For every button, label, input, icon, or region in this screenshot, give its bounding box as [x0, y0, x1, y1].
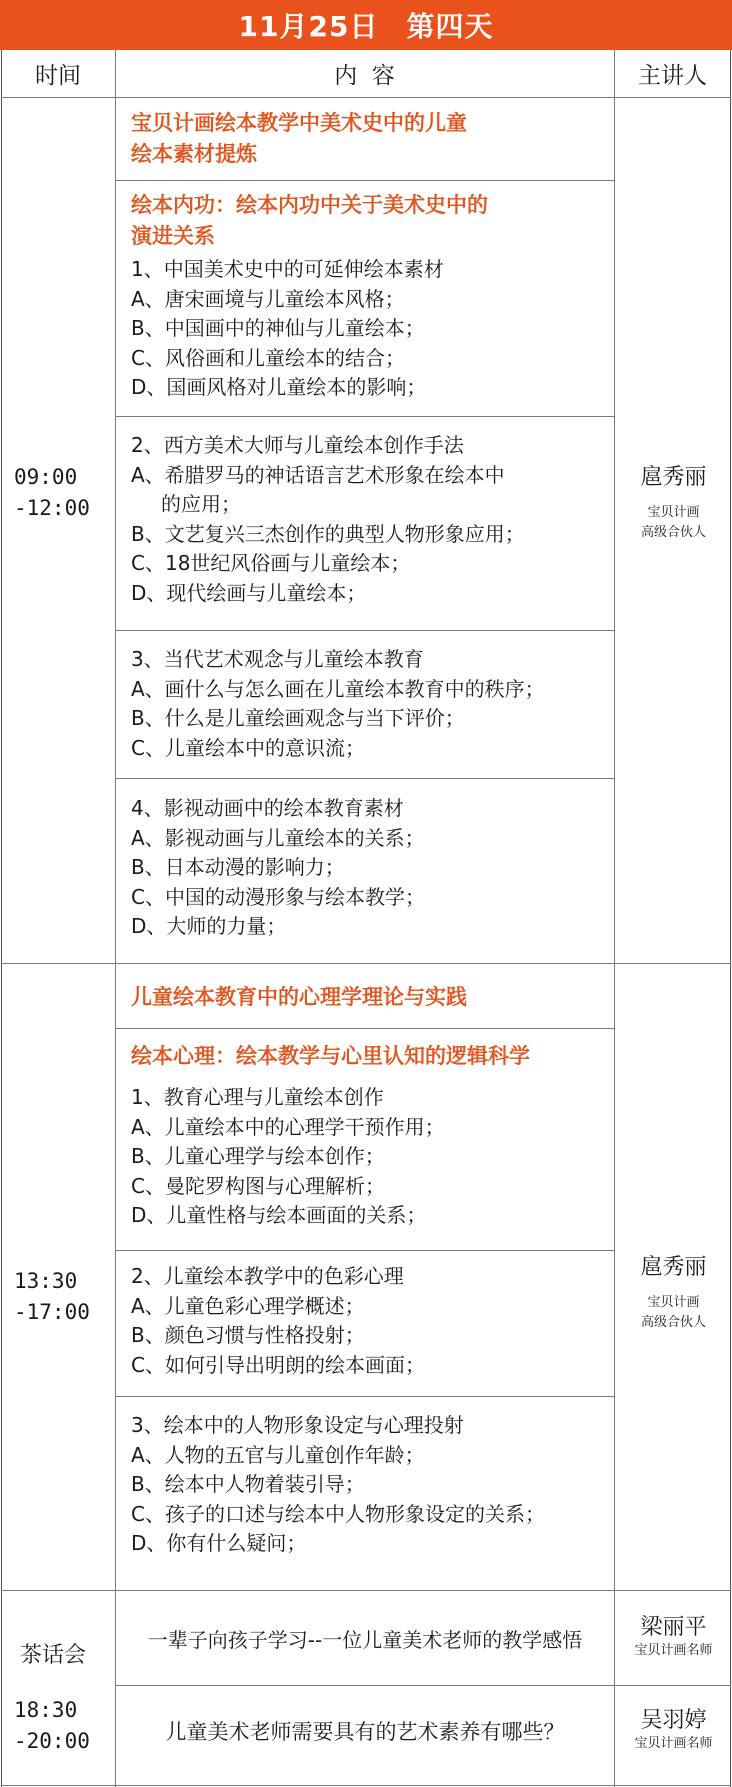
morning-title-divider — [115, 180, 615, 181]
list-item: B、日本动漫的影响力； — [131, 855, 345, 880]
list-item: B、儿童心理学与绘本创作； — [131, 1144, 385, 1169]
afternoon-block1-divider — [115, 1250, 615, 1251]
tea-talk-1-title: 一辈子向孩子学习--一位儿童美术老师的教学感悟 — [147, 1628, 583, 1652]
morning-block-3 — [131, 645, 609, 763]
list-item: A、画什么与怎么画在儿童绘本教育中的秩序； — [131, 676, 545, 701]
list-item: C、儿童绘本中的意识流； — [131, 735, 365, 760]
list-item: D、儿童性格与绘本画面的关系； — [131, 1203, 427, 1228]
afternoon-block-1 — [131, 1083, 609, 1231]
list-item: B、文艺复兴三杰创作的典型人物形象应用； — [131, 521, 525, 546]
afternoon-sub-title: 绘本心理：绘本教学与心里认知的逻辑科学 — [131, 1044, 530, 1068]
morning-block2-divider — [115, 630, 615, 631]
afternoon-block-2 — [131, 1262, 609, 1380]
column-divider-speaker — [614, 50, 615, 1787]
morning-topic-title: 宝贝计画绘本教学中美术史中的儿童 绘本素材提炼 — [131, 111, 467, 166]
tea-label: 茶话会 — [20, 1643, 87, 1668]
speaker-role: 宝贝计画 高级合伙人 — [640, 1295, 706, 1330]
afternoon-block-3 — [131, 1411, 609, 1559]
morning-block1-divider — [115, 416, 615, 417]
header-divider — [1, 97, 731, 98]
morning-block-2 — [131, 431, 609, 609]
list-item: D、现代绘画与儿童绘本； — [131, 580, 367, 605]
header-speaker: 主讲人 — [638, 63, 707, 89]
tea-time-end: -20:00 — [14, 1729, 90, 1753]
speaker-role: 宝贝计画 高级合伙人 — [640, 505, 706, 540]
morning-block-1 — [131, 255, 609, 403]
afternoon-divider — [1, 1590, 731, 1591]
tea-talk-1-speaker — [615, 1610, 732, 1661]
afternoon-time-end: -17:00 — [14, 1300, 90, 1324]
list-item: C、风俗画和儿童绘本的结合； — [131, 345, 405, 370]
list-item: C、18世纪风俗画与儿童绘本； — [131, 551, 411, 576]
banner-date: 11月25日 — [238, 10, 379, 43]
list-item: D、大师的力量； — [131, 914, 287, 939]
list-item: 3、绘本中的人物形象设定与心理投射 — [131, 1413, 464, 1437]
header-time: 时间 — [35, 63, 81, 89]
speaker-name: 扈秀丽 — [640, 465, 707, 490]
list-item: A、儿童色彩心理学概述； — [131, 1293, 365, 1318]
tea-time — [14, 1695, 114, 1757]
afternoon-speaker — [615, 1250, 732, 1333]
list-item: D、你有什么疑问； — [131, 1531, 307, 1556]
morning-time — [14, 462, 114, 524]
speaker-name: 吴羽婷 — [640, 1708, 707, 1733]
tea-talk-2-speaker — [615, 1703, 732, 1754]
afternoon-block2-divider — [115, 1396, 615, 1397]
list-item: B、什么是儿童绘画观念与当下评价； — [131, 706, 465, 731]
column-divider-time — [115, 50, 116, 1787]
afternoon-time — [14, 1266, 114, 1328]
list-item: B、颜色习惯与性格投射； — [131, 1323, 365, 1348]
tea-time-start: 18:30 — [14, 1698, 78, 1722]
morning-sub-title: 绘本内功：绘本内功中关于美术史中的 演进关系 — [131, 193, 488, 248]
list-item: A、唐宋画境与儿童绘本风格； — [131, 286, 405, 311]
banner-day: 第四天 — [406, 10, 494, 43]
morning-block3-divider — [115, 778, 615, 779]
tea-talk-2-title: 儿童美术老师需要具有的艺术素养有哪些？ — [165, 1720, 565, 1744]
table-border-left — [1, 50, 2, 1787]
list-item: B、中国画中的神仙与儿童绘本； — [131, 316, 425, 341]
list-item: A、影视动画与儿童绘本的关系； — [131, 825, 425, 850]
speaker-role: 宝贝计画名师 — [634, 1643, 713, 1658]
list-item: C、中国的动漫形象与绘本教学； — [131, 884, 425, 909]
list-item: B、绘本中人物着装引导； — [131, 1472, 365, 1497]
day-banner — [0, 0, 732, 50]
tea-talk-divider — [115, 1685, 731, 1686]
morning-time-start: 09:00 — [14, 465, 78, 489]
morning-block-4 — [131, 794, 609, 942]
list-item: C、曼陀罗构图与心理解析； — [131, 1173, 385, 1198]
afternoon-time-start: 13:30 — [14, 1269, 78, 1293]
morning-divider — [1, 963, 731, 964]
speaker-role: 宝贝计画名师 — [634, 1736, 713, 1751]
afternoon-title-divider — [115, 1028, 615, 1029]
table-border-right — [730, 50, 731, 1787]
list-item: 1、教育心理与儿童绘本创作 — [131, 1085, 384, 1109]
morning-speaker — [615, 460, 732, 543]
afternoon-topic-title: 儿童绘本教育中的心理学理论与实践 — [131, 985, 467, 1009]
morning-time-end: -12:00 — [14, 496, 90, 520]
speaker-name: 扈秀丽 — [640, 1255, 707, 1280]
speaker-name: 梁丽平 — [640, 1615, 707, 1640]
list-item: C、孩子的口述与绘本中人物形象设定的关系； — [131, 1501, 545, 1526]
list-item: 2、西方美术大师与儿童绘本创作手法 — [131, 433, 464, 457]
list-item: 2、儿童绘本教学中的色彩心理 — [131, 1264, 404, 1288]
list-item: 的应用； — [161, 492, 241, 517]
list-item: D、国画风格对儿童绘本的影响； — [131, 375, 427, 400]
list-item: 1、中国美术史中的可延伸绘本素材 — [131, 257, 444, 281]
header-content: 内 容 — [334, 63, 395, 89]
list-item: A、儿童绘本中的心理学干预作用； — [131, 1114, 445, 1139]
table-border-bottom — [1, 1785, 731, 1786]
list-item: 4、影视动画中的绘本教育素材 — [131, 796, 404, 820]
list-item: A、人物的五官与儿童创作年龄； — [131, 1442, 425, 1467]
list-item: C、如何引导出明朗的绘本画面； — [131, 1352, 425, 1377]
list-item: A、希腊罗马的神话语言艺术形象在绘本中 — [131, 462, 505, 487]
list-item: 3、当代艺术观念与儿童绘本教育 — [131, 647, 424, 671]
